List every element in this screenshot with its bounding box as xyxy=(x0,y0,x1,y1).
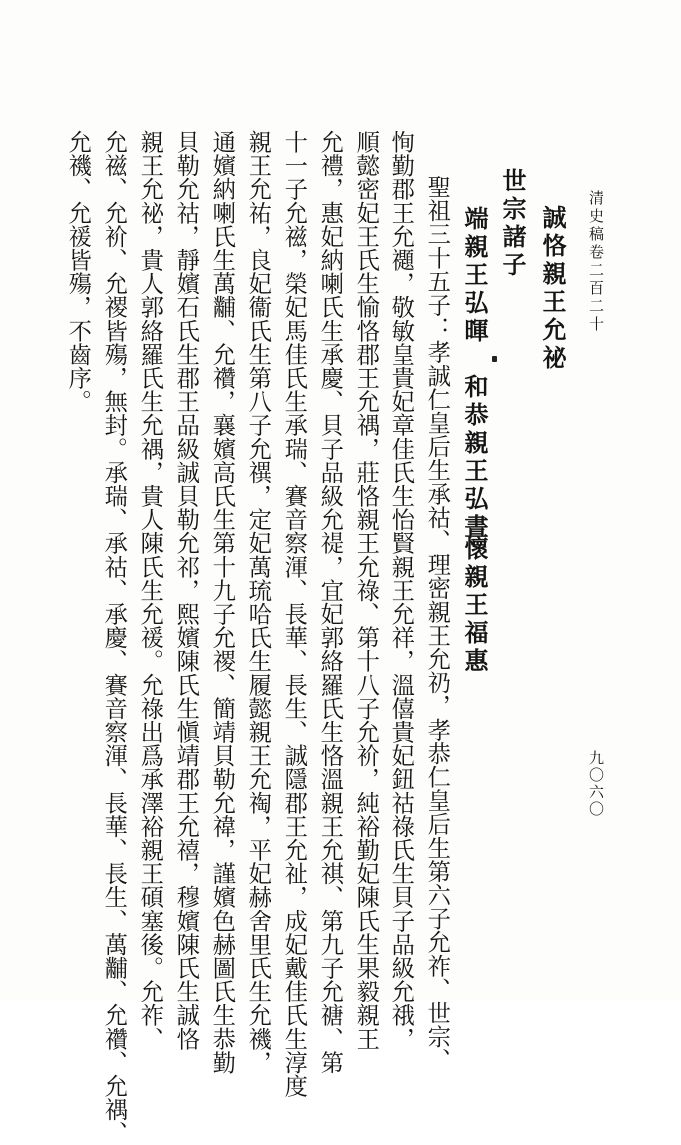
text-column-7: 通嬪納喇氏生萬黼、允禶，襄嬪高氏生第十九子允禝、簡靖貝勒允禕，謹嬪色赫圖氏生恭勤 xyxy=(208,130,236,1074)
text-column-5: 十一子允禌，榮妃馬佳氏生承瑞、賽音察渾、長華、長生、誠隱郡王允祉，成妃戴佳氏生淳度 xyxy=(280,130,308,1098)
text-column-4: 允禮，惠妃納喇氏生承慶、貝子品級允禔，宜妃郭絡羅氏生恪溫親王允祺、第九子允禟、第 xyxy=(316,130,344,1074)
sub-heading-row xyxy=(460,206,489,676)
sub-heading-duan: 端親王弘暉 xyxy=(460,206,489,346)
sub-heading-huai: 懷親王福惠 xyxy=(460,536,489,676)
ink-mark xyxy=(492,356,497,362)
text-column-6: 親王允祐，良妃衞氏生第八子允禩，定妃萬琉哈氏生履懿親王允祹，平妃赫舍里氏生允禨， xyxy=(244,130,272,1074)
sub-heading-hegong: 和恭親王弘晝 xyxy=(460,374,489,542)
text-column-10: 允禌、允衸、允禝皆殤，無封。承瑞、承祜、承慶、賽音察渾、長華、長生、萬黼、允禶、允禑、 xyxy=(100,130,128,1145)
text-column-3: 順懿密妃王氏生愉恪郡王允禑，莊恪親王允祿、第十八子允衸，純裕勤妃陳氏生果毅親王 xyxy=(352,130,380,1051)
text-column-11: 允禨、允禐皆殤，不齒序。 xyxy=(64,130,92,414)
running-header-title: 清史稿卷二百二十 xyxy=(587,190,605,334)
text-column-2: 恂勤郡王允禵，敬敏皇貴妃章佳氏生怡賢親王允祥，溫僖貴妃鈕祜祿氏生貝子品級允䄉， xyxy=(387,130,415,1051)
section-heading: 世宗諸子 xyxy=(498,168,527,280)
text-column-8: 貝勒允祜，靜嬪石氏生郡王品級誠貝勒允祁，熙嬪陳氏生愼靖郡王允禧，穆嬪陳氏生誠恪 xyxy=(172,130,200,1051)
text-column-9: 親王允祕，貴人郭絡羅氏生允禑，貴人陳氏生允禐。允祿出爲承澤裕親王碩塞後。允祚、 xyxy=(136,130,164,1051)
text-column-1: 聖祖三十五子：孝誠仁皇后生承祜、理密親王允礽，孝恭仁皇后生第六子允祚、世宗、 xyxy=(423,175,451,1072)
chapter-heading: 誠恪親王允祕 xyxy=(538,205,567,373)
page-number: 九〇六〇 xyxy=(587,750,605,818)
